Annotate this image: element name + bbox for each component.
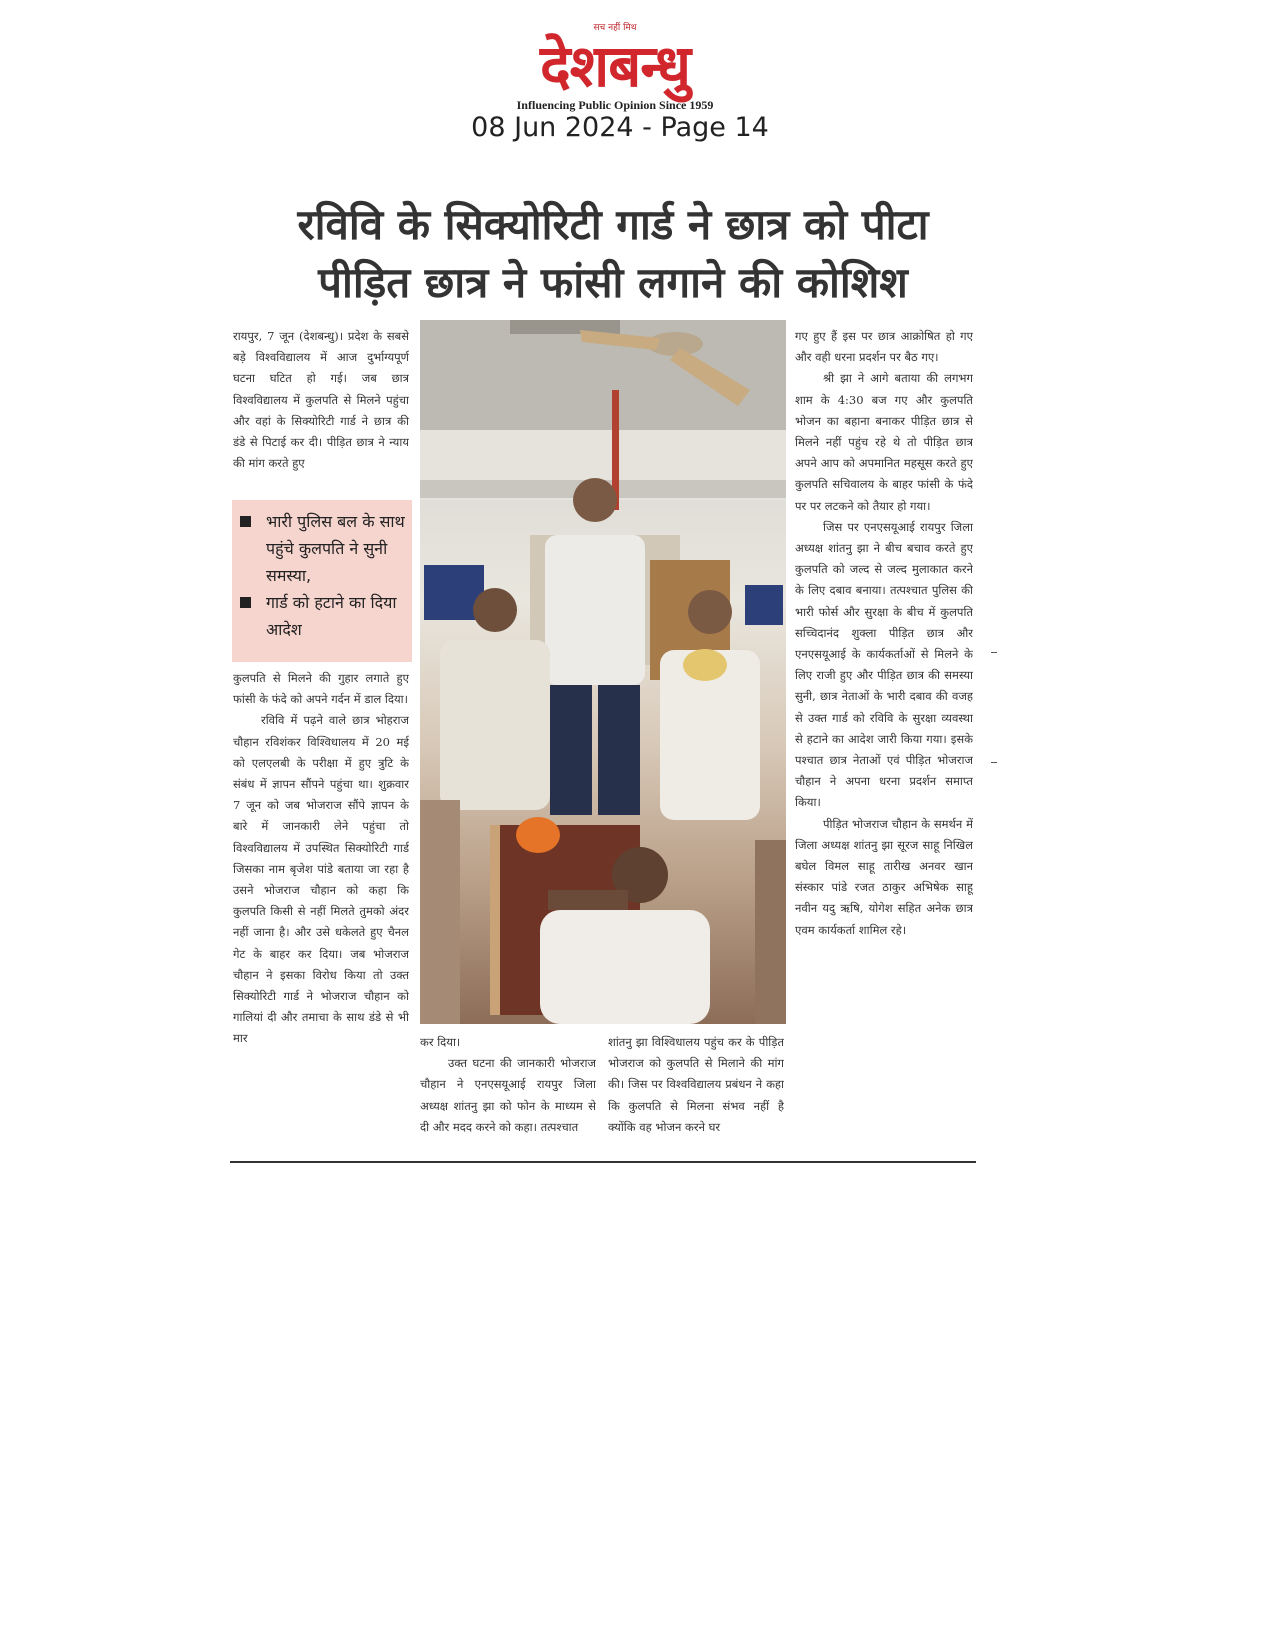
- paragraph: जिस पर एनएसयूआई रायपुर जिला अध्यक्ष शांतनु झा ने बीच बचाव करते हुए कुलपति को जल्द से जल्द मुलाकात करने के लिए दबाव बनाया। तत्पश्चात पुलिस की भारी फोर्स और सुरक्षा के बीच में कुलपति सच्चिदानंद शुक्ला पीड़ित छात्र और एनएसयूआई के कार्यकर्ताओं से मिलने के लिए राजी हुए और पीड़ित छात्र की समस्या सुनी, छात्र नेताओं के भारी दबाव की वजह से उक्त गार्ड को रविवि के सुरक्षा व्यवस्था से हटाने का आदेश जारी किया गया। इसके पश्चात छात्र नेताओं एवं पीड़ित भोजराज चौहान ने अपना धरना प्रदर्शन समाप्त किया।: [795, 519, 973, 810]
- paragraph: उक्त घटना की जानकारी भोजराज चौहान ने एनएसयूआई रायपुर जिला अध्यक्ष शांतनु झा को फोन के माध्यम से दी और मदद करने को कहा। तत्पश्चात: [420, 1056, 596, 1134]
- article-column-1-top: [233, 326, 409, 496]
- highlight-bullet: [236, 589, 406, 643]
- bullet-square-icon: [240, 516, 251, 527]
- page-dateline: 08 Jun 2024 - Page 14: [471, 112, 769, 143]
- masthead: [430, 22, 800, 113]
- photo-illustration: [420, 320, 786, 1024]
- paragraph: श्री झा ने आगे बताया की लगभग शाम के 4:30 बज गए और कुलपति भोजन का बहाना बनाकर पीड़ित छात्र से मिलने नहीं पहुंच रहे थे तो पीड़ित छात्र अपने आप को अपमानित महसूस करते हुए कुलपति सचिवालय के बाहर फांसी के फंदे पर पर लटकने को तैयार हो गया।: [795, 371, 973, 513]
- paragraph: पीड़ित भोजराज चौहान के समर्थन में जिला अध्यक्ष शांतनु झा सूरज साहू निखिल बघेल विमल साहू तारीख अनवर खान संस्कार पांडे रजत ठाकुर अभिषेक साहू नवीन यदु ऋषि, योगेश सहित अनेक छात्र एवम कार्यकर्ता शामिल रहे।: [795, 816, 973, 937]
- article-headline: [228, 196, 998, 312]
- article-column-1-bottom: [233, 668, 409, 1148]
- paragraph: गए हुए हैं इस पर छात्र आक्रोषित हो गए और वही धरना प्रदर्शन पर बैठ गए।: [795, 329, 973, 365]
- margin-mark: [991, 762, 997, 763]
- article-photo: [420, 320, 786, 1024]
- headline-line-1: रविवि के सिक्योरिटी गार्ड ने छात्र को पीटा: [297, 200, 929, 249]
- paragraph: कुलपति से मिलने की गुहार लगाते हुए फांसी के फंदे को अपने गर्दन में डाल दिया।: [233, 671, 409, 707]
- paragraph: कर दिया।: [420, 1035, 461, 1049]
- highlight-text: गार्ड को हटाने का दिया आदेश: [266, 593, 397, 639]
- article-column-4: [795, 326, 973, 1146]
- margin-mark: [991, 652, 997, 653]
- paragraph: शांतनु झा विश्विधालय पहुंच कर के पीड़ित भोजराज को कुलपति से मिलाने की मांग की। जिस पर विश्वविद्यालय प्रबंधन ने कहा कि कुलपति से मिलना संभव नहीं है क्योंकि वह भोजन करने घर: [608, 1035, 784, 1134]
- bullet-square-icon: [240, 597, 251, 608]
- article-column-2: [420, 1032, 596, 1152]
- article-column-3: [608, 1032, 784, 1152]
- paragraph: रविवि में पढ़ने वाले छात्र भोहराज चौहान रविशंकर विश्विधालय में 20 मई को एलएलबी के परीक्षा में हुए त्रुटि के संबंध में ज्ञापन सौंपने पहुंचा था। शुक्रवार 7 जून को जब भोजराज सौंपे ज्ञापन के बारे में जानकारी लेने पहुंचा तो विश्वविद्यालय में उपस्थित सिक्योरिटी गार्ड जिसका नाम बृजेश पांडे बताया जा रहा है उसने भोजराज चौहान को कहा कि कुलपति किसी से नहीं मिलते तुमको अंदर नहीं जाना है। और उसे धकेलते हुए चैनल गेट के बाहर कर दिया। जब भोजराज चौहान ने इसका विरोध किया तो उक्त सिक्योरिटी गार्ड ने भोजराज चौहान को गालियां दी और तमाचा के साथ डंडे से भी मार: [233, 713, 409, 1046]
- masthead-slogan: Influencing Public Opinion Since 1959: [516, 98, 714, 112]
- highlight-bullet: [236, 508, 406, 589]
- highlight-box: [232, 500, 412, 662]
- newspaper-logo: देशबन्धु: [539, 32, 691, 100]
- headline-line-2: पीड़ित छात्र ने फांसी लगाने की कोशिश: [318, 258, 908, 307]
- paragraph: रायपुर, 7 जून (देशबन्धु)। प्रदेश के सबसे बड़े विश्वविद्यालय में आज दुर्भाग्यपूर्ण घटना घटित हो गई। जब छात्र विश्वविद्यालय में कुलपति से मिलने पहुंचा और वहां के सिक्योरिटी गार्ड ने छात्र की डंडे से पिटाई कर दी। पीड़ित छात्र ने न्याय की मांग करते हुए: [233, 329, 409, 471]
- highlight-text: भारी पुलिस बल के साथ पहुंचे कुलपति ने सुनी समस्या,: [266, 512, 405, 585]
- article-bottom-rule: [230, 1161, 976, 1163]
- masthead-tagline: सच नहीं मिथ: [593, 23, 637, 33]
